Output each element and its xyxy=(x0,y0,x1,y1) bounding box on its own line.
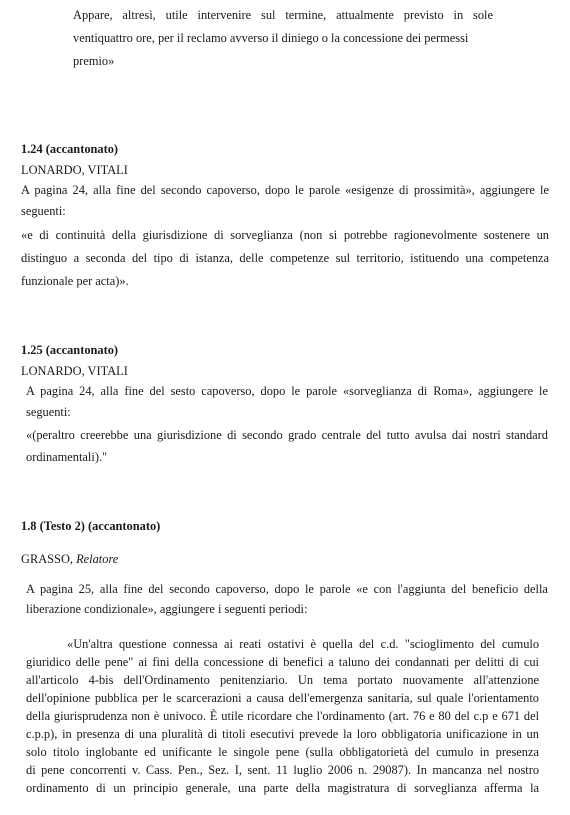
section-1-24-line-4: distinguo a seconda del tipo di istanza, delle competenze sul territorio, istituendo una competenza xyxy=(21,251,550,265)
section-1-8-author-role: Relatore xyxy=(76,552,119,566)
quote-line-4: dell'opinione pubblica per le scarcerazioni a causa dell'emergenza sanitaria, sul quale l'orientamento xyxy=(26,691,539,705)
section-1-24-heading: 1.24 (accantonato) xyxy=(21,142,119,156)
quote-line-1: «Un'altra questione connessa ai reati ostativi è quella del c.d. "scioglimento del cumulo xyxy=(67,637,540,651)
section-1-8-line-1: A pagina 25, alla fine del secondo capoverso, dopo le parole «e con l'aggiunta del beneficio della xyxy=(26,582,548,596)
quote-line-8: di pene concorrenti v. Cass. Pen., Sez. I, sent. 11 luglio 2006 n. 29087). In mancanza nel nostro xyxy=(26,763,540,777)
section-1-24-line-2: seguenti: xyxy=(21,204,66,218)
section-1-24-line-3: «e di continuità della giurisdizione di sorveglianza (non si potrebbe ragionevolmente sostenere un xyxy=(21,228,549,242)
intro-line-3: premio» xyxy=(73,54,115,68)
section-1-24-line-1: A pagina 24, alla fine del secondo capoverso, dopo le parole «esigenze di prossimità», aggiungere le xyxy=(21,183,549,197)
section-1-8-heading: 1.8 (Testo 2) (accantonato) xyxy=(21,519,161,533)
quote-line-5: della giurisprudenza non è univoco. È utile ricordare che l'ordinamento (art. 76 e 80 del c.p e 671 del xyxy=(26,709,540,723)
section-1-25-line-4: ordinamentali)." xyxy=(26,450,108,464)
quote-line-2: giuridico delle pene" ai fini della concessione di benefici a taluno dei condannati per delitti di cui xyxy=(26,655,539,669)
section-1-8-author xyxy=(21,549,118,570)
quote-line-9: ordinamento di un principio generale, una parte della magistratura di sorveglianza afferma la xyxy=(26,781,540,795)
quote-line-3: all'articolo 4-bis dell'Ordinamento penitenziario. Un tema portato nuovamente all'attenzione xyxy=(26,673,540,687)
quote-line-7: solo titolo inglobante ed unificante le singole pene (sulla obbligatorietà del cumulo in presenza xyxy=(26,745,540,759)
section-1-25-line-3: «(peraltro creerebbe una giurisdizione di secondo grado centrale del tutto avulsa dai nostri standard xyxy=(26,428,548,442)
section-1-8-line-2: liberazione condizionale», aggiungere i seguenti periodi: xyxy=(26,602,308,616)
section-1-25-line-2: seguenti: xyxy=(26,405,71,419)
section-1-8-author-name: GRASSO, xyxy=(21,552,77,566)
section-1-24-line-5: funzionale per acta)». xyxy=(21,274,129,288)
section-1-24-authors: LONARDO, VITALI xyxy=(21,163,128,177)
intro-line-2: ventiquattro ore, per il reclamo avverso il diniego o la concessione dei permessi xyxy=(73,31,469,45)
section-1-25-heading: 1.25 (accantonato) xyxy=(21,343,119,357)
section-1-25-authors: LONARDO, VITALI xyxy=(21,364,128,378)
section-1-25-line-1: A pagina 24, alla fine del sesto capoverso, dopo le parole «sorveglianza di Roma», aggiungere le xyxy=(26,384,548,398)
intro-line-1: Appare, altresì, utile intervenire sul termine, attualmente previsto in sole xyxy=(73,8,493,22)
quote-line-6: c.p.p), in presenza di una pluralità di titoli esecutivi prevede la loro obbligatoria unificazione in un xyxy=(26,727,539,741)
